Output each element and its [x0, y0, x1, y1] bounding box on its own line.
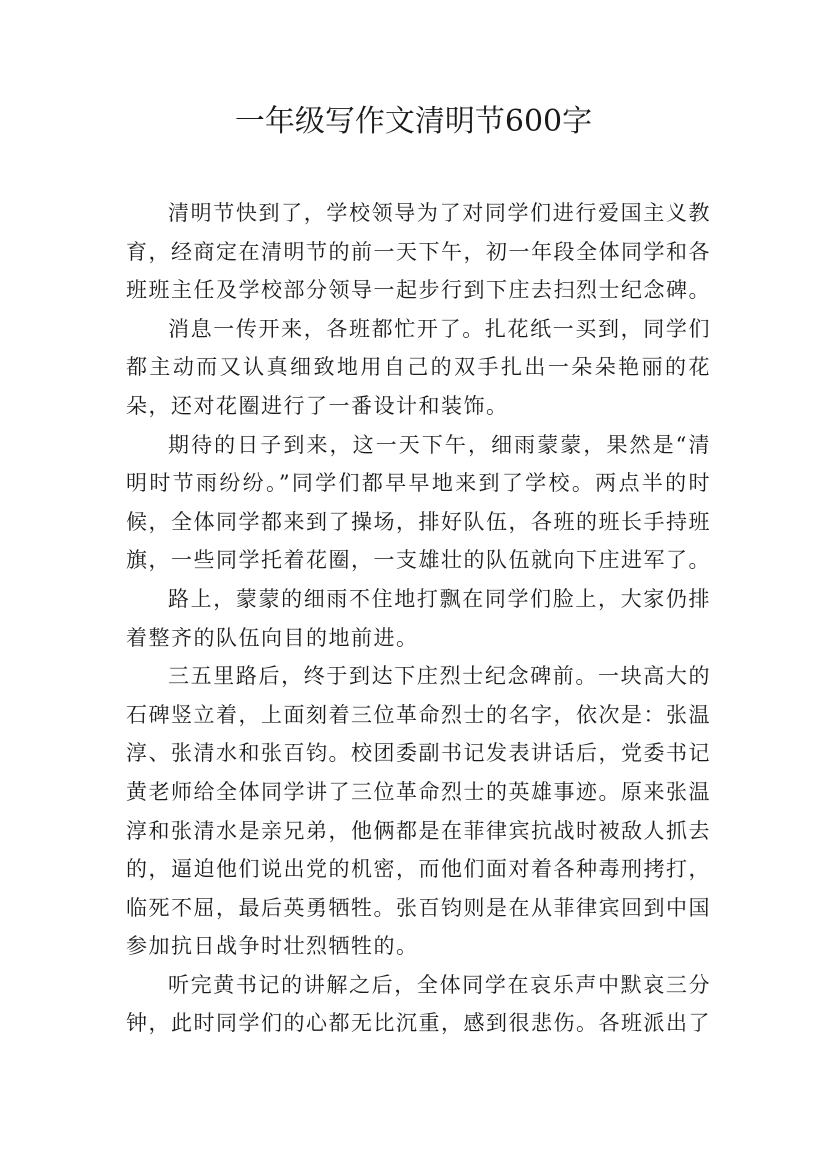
document-title: 一年级写作文清明节600字: [234, 104, 593, 139]
paragraph: 期待的日子到来，这一天下午，细雨蒙蒙，果然是“清明时节雨纷纷。”同学们都早早地来到了学校。两点半的时候，全体同学都来到了操场，排好队伍，各班的班长手持班旗，一些同学托着花圈，一支雄壮的队伍就向下庄进军了。: [126, 432, 711, 573]
paragraph: 消息一传开来，各班都忙开了。扎花纸一买到，同学们都主动而又认真细致地用自己的双手扎出一朵朵艳丽的花朵，还对花圈进行了一番设计和装饰。: [126, 316, 711, 418]
paragraph: 听完黄书记的讲解之后，全体同学在哀乐声中默哀三分钟，此时同学们的心都无比沉重，感到很悲伤。各班派出了: [126, 972, 711, 1036]
paragraph: 三五里路后，终于到达下庄烈士纪念碑前。一块高大的石碑竖立着，上面刻着三位革命烈士的名字，依次是：张温淳、张清水和张百钧。校团委副书记发表讲话后，党委书记黄老师给全体同学讲了三位革命烈士的英雄事迹。原来张温淳和张清水是亲兄弟，他俩都是在菲律宾抗战时被敌人抓去的，逼迫他们说出党的机密，而他们面对着各种毒刑拷打，临死不屈，最后英勇牺牲。张百钧则是在从菲律宾回到中国参加抗日战争时壮烈牺牲的。: [126, 664, 711, 959]
paragraph: 清明节快到了，学校领导为了对同学们进行爱国主义教育，经商定在清明节的前一天下午，初一年段全体同学和各班班主任及学校部分领导一起步行到下庄去扫烈士纪念碑。: [126, 201, 711, 303]
document-body: [126, 194, 711, 1043]
paragraph: 路上，蒙蒙的细雨不住地打飘在同学们脸上，大家仍排着整齐的队伍向目的地前进。: [126, 586, 711, 650]
